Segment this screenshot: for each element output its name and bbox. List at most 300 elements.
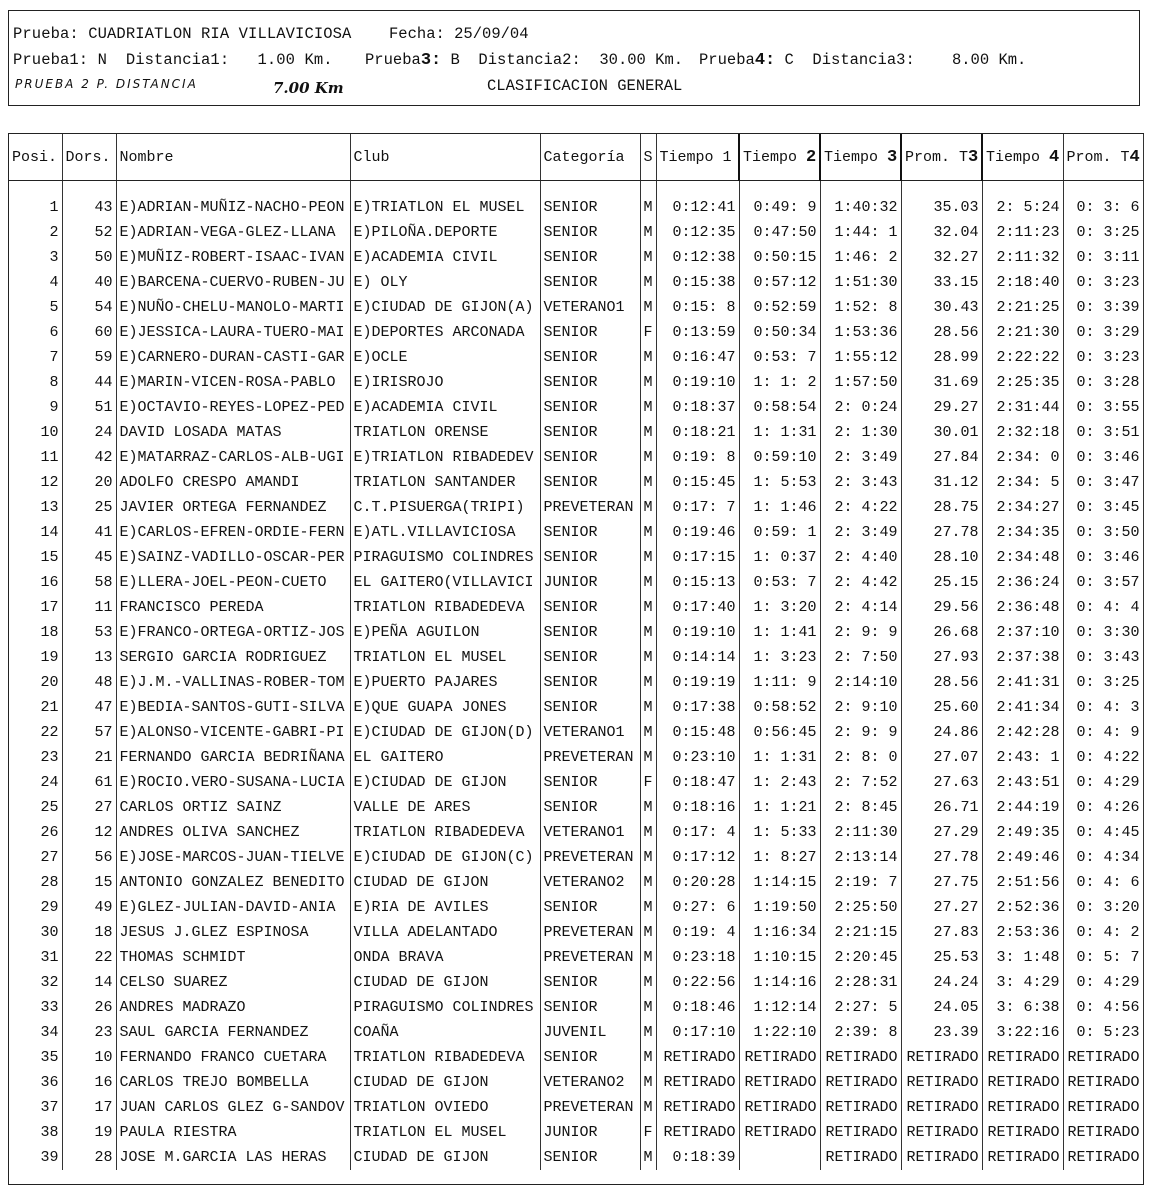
- cell-categoria: SENIOR: [540, 470, 640, 495]
- cell-tiempo-4: 2:49:35: [982, 820, 1063, 845]
- cell-posi: 6: [9, 320, 62, 345]
- cell-dors: 15: [62, 870, 116, 895]
- cell-categoria: PREVETERAN: [540, 845, 640, 870]
- cell-tiempo-3: RETIRADO: [820, 1070, 901, 1095]
- cell-sex: F: [640, 770, 656, 795]
- cell-sex: M: [640, 995, 656, 1020]
- cell-dors: 54: [62, 295, 116, 320]
- cell-posi: 8: [9, 370, 62, 395]
- cell-categoria: SENIOR: [540, 195, 640, 220]
- table-row: [9, 195, 1143, 220]
- cell-prom-t3: 25.15: [901, 570, 982, 595]
- cell-prom-t4: 0: 4:45: [1063, 820, 1143, 845]
- cell-tiempo-2: 1: 2:43: [739, 770, 820, 795]
- table-row: [9, 1070, 1143, 1095]
- cell-sex: M: [640, 970, 656, 995]
- cell-tiempo-3: 2: 0:24: [820, 395, 901, 420]
- race-date: Fecha: 25/09/04: [389, 25, 529, 43]
- col-header-dors: Dors.: [62, 134, 116, 181]
- cell-tiempo-1: 0:27: 6: [656, 895, 739, 920]
- table-row: [9, 620, 1143, 645]
- cell-dors: 51: [62, 395, 116, 420]
- cell-tiempo-3: 2: 4:42: [820, 570, 901, 595]
- table-row: [9, 1020, 1143, 1045]
- cell-sex: M: [640, 620, 656, 645]
- cell-tiempo-3: 2:14:10: [820, 670, 901, 695]
- spacer-cell: [640, 181, 656, 196]
- cell-posi: 3: [9, 245, 62, 270]
- cell-prom-t3: 27.75: [901, 870, 982, 895]
- spacer-cell: [540, 181, 640, 196]
- table-row: [9, 670, 1143, 695]
- cell-posi: 19: [9, 645, 62, 670]
- cell-tiempo-1: 0:15:38: [656, 270, 739, 295]
- cell-prom-t4: 0: 3:45: [1063, 495, 1143, 520]
- cell-club: E)QUE GUAPA JONES: [350, 695, 540, 720]
- cell-categoria: SENIOR: [540, 270, 640, 295]
- cell-club: CIUDAD DE GIJON: [350, 1145, 540, 1170]
- table-row: [9, 245, 1143, 270]
- cell-tiempo-4: 2:37:38: [982, 645, 1063, 670]
- cell-prom-t4: 0: 4:29: [1063, 770, 1143, 795]
- col-header-tiempo-4: Tiempo 4: [982, 134, 1063, 181]
- handwritten-note: PRUEBA 2 P. DISTANCIA: [15, 77, 198, 91]
- cell-tiempo-1: 0:17: 7: [656, 495, 739, 520]
- cell-nombre: DAVID LOSADA MATAS: [116, 420, 350, 445]
- cell-tiempo-2: 1: 0:37: [739, 545, 820, 570]
- cell-tiempo-2: 1:12:14: [739, 995, 820, 1020]
- cell-categoria: SENIOR: [540, 445, 640, 470]
- cell-prom-t4: 0: 3:43: [1063, 645, 1143, 670]
- cell-sex: M: [640, 870, 656, 895]
- cell-posi: 5: [9, 295, 62, 320]
- cell-prom-t3: 28.56: [901, 320, 982, 345]
- cell-prom-t3: 24.86: [901, 720, 982, 745]
- cell-categoria: SENIOR: [540, 1145, 640, 1170]
- cell-dors: 50: [62, 245, 116, 270]
- cell-dors: 16: [62, 1070, 116, 1095]
- cell-club: PIRAGUISMO COLINDRES: [350, 995, 540, 1020]
- cell-tiempo-1: 0:15: 8: [656, 295, 739, 320]
- cell-posi: 1: [9, 195, 62, 220]
- cell-categoria: JUVENIL: [540, 1020, 640, 1045]
- cell-tiempo-2: RETIRADO: [739, 1070, 820, 1095]
- cell-tiempo-2: 1: 1:46: [739, 495, 820, 520]
- cell-sex: M: [640, 520, 656, 545]
- cell-sex: M: [640, 1020, 656, 1045]
- cell-prom-t4: 0: 3:47: [1063, 470, 1143, 495]
- cell-prom-t4: 0: 3:11: [1063, 245, 1143, 270]
- cell-tiempo-4: RETIRADO: [982, 1045, 1063, 1070]
- cell-posi: 33: [9, 995, 62, 1020]
- cell-tiempo-1: 0:17:12: [656, 845, 739, 870]
- cell-tiempo-3: 2:20:45: [820, 945, 901, 970]
- cell-categoria: PREVETERAN: [540, 495, 640, 520]
- cell-sex: M: [640, 445, 656, 470]
- cell-dors: 14: [62, 970, 116, 995]
- cell-tiempo-1: 0:13:59: [656, 320, 739, 345]
- table-row: [9, 1145, 1143, 1170]
- cell-prom-t3: RETIRADO: [901, 1070, 982, 1095]
- spacer-cell: [1063, 181, 1143, 196]
- cell-categoria: SENIOR: [540, 895, 640, 920]
- spacer-cell: [820, 181, 901, 196]
- cell-categoria: PREVETERAN: [540, 1095, 640, 1120]
- cell-tiempo-1: 0:12:38: [656, 245, 739, 270]
- cell-tiempo-3: 2: 4:40: [820, 545, 901, 570]
- cell-nombre: SAUL GARCIA FERNANDEZ: [116, 1020, 350, 1045]
- col-header-prom-t4: Prom. T4: [1063, 134, 1143, 181]
- cell-categoria: SENIOR: [540, 620, 640, 645]
- cell-nombre: JAVIER ORTEGA FERNANDEZ: [116, 495, 350, 520]
- cell-tiempo-3: 2:11:30: [820, 820, 901, 845]
- cell-tiempo-1: RETIRADO: [656, 1045, 739, 1070]
- cell-sex: M: [640, 245, 656, 270]
- cell-club: EL GAITERO(VILLAVICI: [350, 570, 540, 595]
- table-row: [9, 920, 1143, 945]
- cell-dors: 28: [62, 1145, 116, 1170]
- table-row: [9, 895, 1143, 920]
- cell-dors: 17: [62, 1095, 116, 1120]
- cell-posi: 13: [9, 495, 62, 520]
- cell-sex: M: [640, 845, 656, 870]
- cell-prom-t3: 24.05: [901, 995, 982, 1020]
- cell-categoria: SENIOR: [540, 245, 640, 270]
- cell-tiempo-3: 2: 3:43: [820, 470, 901, 495]
- cell-tiempo-3: 2:21:15: [820, 920, 901, 945]
- handwritten-stage-number: 4:: [754, 51, 776, 70]
- cell-posi: 34: [9, 1020, 62, 1045]
- cell-categoria: PREVETERAN: [540, 945, 640, 970]
- cell-tiempo-4: 2:41:34: [982, 695, 1063, 720]
- cell-tiempo-4: 2:42:28: [982, 720, 1063, 745]
- cell-prom-t3: 23.39: [901, 1020, 982, 1045]
- cell-nombre: E)MATARRAZ-CARLOS-ALB-UGI: [116, 445, 350, 470]
- cell-prom-t3: 32.04: [901, 220, 982, 245]
- cell-tiempo-3: 2: 9: 9: [820, 720, 901, 745]
- cell-categoria: SENIOR: [540, 345, 640, 370]
- cell-prom-t4: 0: 3:20: [1063, 895, 1143, 920]
- cell-posi: 23: [9, 745, 62, 770]
- cell-tiempo-1: 0:19: 8: [656, 445, 739, 470]
- cell-prom-t3: 26.68: [901, 620, 982, 645]
- cell-nombre: SERGIO GARCIA RODRIGUEZ: [116, 645, 350, 670]
- cell-tiempo-3: 2: 8: 0: [820, 745, 901, 770]
- cell-prom-t3: 33.15: [901, 270, 982, 295]
- cell-prom-t4: RETIRADO: [1063, 1095, 1143, 1120]
- cell-tiempo-3: 2: 9:10: [820, 695, 901, 720]
- cell-tiempo-1: 0:19:19: [656, 670, 739, 695]
- table-row: [9, 320, 1143, 345]
- cell-sex: M: [640, 1045, 656, 1070]
- cell-sex: M: [640, 195, 656, 220]
- cell-tiempo-3: 1:51:30: [820, 270, 901, 295]
- cell-club: TRIATLON RIBADEDEVA: [350, 595, 540, 620]
- cell-prom-t4: 0: 3:29: [1063, 320, 1143, 345]
- cell-posi: 24: [9, 770, 62, 795]
- cell-tiempo-4: 2:41:31: [982, 670, 1063, 695]
- cell-tiempo-3: 2: 3:49: [820, 520, 901, 545]
- cell-prom-t4: 0: 3:46: [1063, 545, 1143, 570]
- cell-tiempo-1: 0:18:21: [656, 420, 739, 445]
- cell-dors: 56: [62, 845, 116, 870]
- cell-nombre: E)BARCENA-CUERVO-RUBEN-JU: [116, 270, 350, 295]
- cell-club: E)CIUDAD DE GIJON(C): [350, 845, 540, 870]
- cell-prom-t3: 25.53: [901, 945, 982, 970]
- cell-tiempo-4: 2:21:25: [982, 295, 1063, 320]
- cell-tiempo-4: 2:34:27: [982, 495, 1063, 520]
- cell-club: E)DEPORTES ARCONADA: [350, 320, 540, 345]
- cell-nombre: ANDRES OLIVA SANCHEZ: [116, 820, 350, 845]
- cell-posi: 35: [9, 1045, 62, 1070]
- cell-tiempo-4: 2:34:48: [982, 545, 1063, 570]
- cell-posi: 31: [9, 945, 62, 970]
- cell-tiempo-3: 1:53:36: [820, 320, 901, 345]
- cell-nombre: E)SAINZ-VADILLO-OSCAR-PER: [116, 545, 350, 570]
- table-row: [9, 795, 1143, 820]
- cell-tiempo-3: 2: 4:14: [820, 595, 901, 620]
- cell-nombre: E)GLEZ-JULIAN-DAVID-ANIA: [116, 895, 350, 920]
- cell-tiempo-3: 2: 7:50: [820, 645, 901, 670]
- cell-dors: 21: [62, 745, 116, 770]
- table-row: [9, 645, 1143, 670]
- cell-tiempo-2: 1:11: 9: [739, 670, 820, 695]
- cell-categoria: SENIOR: [540, 695, 640, 720]
- cell-sex: M: [640, 920, 656, 945]
- cell-tiempo-1: 0:19: 4: [656, 920, 739, 945]
- table-row: [9, 695, 1143, 720]
- cell-dors: 52: [62, 220, 116, 245]
- cell-tiempo-2: 0:50:15: [739, 245, 820, 270]
- cell-tiempo-4: 2:11:23: [982, 220, 1063, 245]
- cell-prom-t4: 0: 3:57: [1063, 570, 1143, 595]
- cell-tiempo-4: 2: 5:24: [982, 195, 1063, 220]
- cell-tiempo-4: 3: 4:29: [982, 970, 1063, 995]
- cell-nombre: E)BEDIA-SANTOS-GUTI-SILVA: [116, 695, 350, 720]
- cell-categoria: SENIOR: [540, 520, 640, 545]
- cell-sex: M: [640, 295, 656, 320]
- cell-prom-t3: 32.27: [901, 245, 982, 270]
- cell-nombre: E)CARLOS-EFREN-ORDIE-FERN: [116, 520, 350, 545]
- cell-prom-t4: 0: 4: 3: [1063, 695, 1143, 720]
- cell-tiempo-3: 2: 7:52: [820, 770, 901, 795]
- cell-nombre: FERNANDO FRANCO CUETARA: [116, 1045, 350, 1070]
- cell-club: E)OCLE: [350, 345, 540, 370]
- cell-prom-t3: 28.10: [901, 545, 982, 570]
- cell-tiempo-4: 3: 1:48: [982, 945, 1063, 970]
- cell-club: TRIATLON SANTANDER: [350, 470, 540, 495]
- cell-tiempo-3: 2:39: 8: [820, 1020, 901, 1045]
- cell-tiempo-1: 0:20:28: [656, 870, 739, 895]
- cell-sex: F: [640, 320, 656, 345]
- cell-prom-t4: 0: 4: 9: [1063, 720, 1143, 745]
- cell-tiempo-2: 1: 5:53: [739, 470, 820, 495]
- cell-sex: M: [640, 645, 656, 670]
- cell-prom-t3: 27.63: [901, 770, 982, 795]
- cell-dors: 13: [62, 645, 116, 670]
- cell-prom-t3: 31.12: [901, 470, 982, 495]
- cell-club: E)PEÑA AGUILON: [350, 620, 540, 645]
- cell-tiempo-1: 0:15:45: [656, 470, 739, 495]
- cell-posi: 26: [9, 820, 62, 845]
- cell-categoria: SENIOR: [540, 995, 640, 1020]
- cell-sex: M: [640, 795, 656, 820]
- table-row: [9, 1095, 1143, 1120]
- cell-tiempo-3: 2: 3:49: [820, 445, 901, 470]
- col-header-posi: Posi.: [9, 134, 62, 181]
- cell-tiempo-4: 2:36:24: [982, 570, 1063, 595]
- cell-tiempo-1: RETIRADO: [656, 1095, 739, 1120]
- cell-sex: M: [640, 370, 656, 395]
- cell-sex: M: [640, 545, 656, 570]
- table-header-row: [9, 134, 1143, 181]
- cell-nombre: E)OCTAVIO-REYES-LOPEZ-PED: [116, 395, 350, 420]
- cell-prom-t3: 27.27: [901, 895, 982, 920]
- cell-dors: 11: [62, 595, 116, 620]
- spacer-cell: [739, 181, 820, 196]
- cell-tiempo-4: 2:51:56: [982, 870, 1063, 895]
- cell-prom-t4: 0: 3:28: [1063, 370, 1143, 395]
- col-header-prom-t3: Prom. T3: [901, 134, 982, 181]
- cell-nombre: E)JOSE-MARCOS-JUAN-TIELVE: [116, 845, 350, 870]
- cell-tiempo-2: RETIRADO: [739, 1045, 820, 1070]
- cell-prom-t4: 0: 5: 7: [1063, 945, 1143, 970]
- table-row: [9, 770, 1143, 795]
- cell-nombre: E)ADRIAN-VEGA-GLEZ-LLANA: [116, 220, 350, 245]
- cell-tiempo-1: 0:15:48: [656, 720, 739, 745]
- cell-prom-t3: 31.69: [901, 370, 982, 395]
- cell-sex: M: [640, 470, 656, 495]
- cell-tiempo-1: 0:17:15: [656, 545, 739, 570]
- cell-club: TRIATLON OVIEDO: [350, 1095, 540, 1120]
- cell-dors: 48: [62, 670, 116, 695]
- cell-dors: 57: [62, 720, 116, 745]
- cell-prom-t3: 28.99: [901, 345, 982, 370]
- cell-nombre: E)NUÑO-CHELU-MANOLO-MARTI: [116, 295, 350, 320]
- spacer-cell: [9, 181, 62, 196]
- cell-prom-t3: 27.29: [901, 820, 982, 845]
- cell-categoria: SENIOR: [540, 320, 640, 345]
- cell-categoria: SENIOR: [540, 770, 640, 795]
- handwritten-distance: 7.00 Km: [273, 79, 344, 97]
- cell-tiempo-4: RETIRADO: [982, 1145, 1063, 1170]
- cell-categoria: SENIOR: [540, 970, 640, 995]
- spacer-cell: [901, 181, 982, 196]
- cell-dors: 24: [62, 420, 116, 445]
- cell-tiempo-1: 0:18:39: [656, 1145, 739, 1170]
- cell-club: E)RIA DE AVILES: [350, 895, 540, 920]
- cell-club: PIRAGUISMO COLINDRES: [350, 545, 540, 570]
- cell-tiempo-2: 0:52:59: [739, 295, 820, 320]
- cell-tiempo-3: 1:52: 8: [820, 295, 901, 320]
- cell-tiempo-4: 2:22:22: [982, 345, 1063, 370]
- cell-categoria: VETERANO2: [540, 1070, 640, 1095]
- cell-posi: 12: [9, 470, 62, 495]
- cell-sex: M: [640, 345, 656, 370]
- cell-club: COAÑA: [350, 1020, 540, 1045]
- cell-tiempo-1: 0:22:56: [656, 970, 739, 995]
- cell-club: TRIATLON RIBADEDEVA: [350, 1045, 540, 1070]
- cell-tiempo-1: 0:23:18: [656, 945, 739, 970]
- table-row: [9, 595, 1143, 620]
- cell-prom-t4: 0: 4: 2: [1063, 920, 1143, 945]
- cell-dors: 45: [62, 545, 116, 570]
- cell-tiempo-2: 0:47:50: [739, 220, 820, 245]
- cell-tiempo-2: 1: 3:20: [739, 595, 820, 620]
- cell-posi: 21: [9, 695, 62, 720]
- cell-tiempo-4: 2:11:32: [982, 245, 1063, 270]
- cell-club: E)TRIATLON RIBADEDEV: [350, 445, 540, 470]
- cell-dors: 58: [62, 570, 116, 595]
- table-row: [9, 870, 1143, 895]
- spacer-cell: [982, 181, 1063, 196]
- cell-posi: 17: [9, 595, 62, 620]
- cell-prom-t4: RETIRADO: [1063, 1120, 1143, 1145]
- spacer-cell: [350, 181, 540, 196]
- cell-prom-t3: 24.24: [901, 970, 982, 995]
- cell-tiempo-4: RETIRADO: [982, 1070, 1063, 1095]
- cell-tiempo-2: 1:10:15: [739, 945, 820, 970]
- cell-club: E)ACADEMIA CIVIL: [350, 245, 540, 270]
- cell-nombre: E)CARNERO-DURAN-CASTI-GAR: [116, 345, 350, 370]
- cell-prom-t4: 0: 3:30: [1063, 620, 1143, 645]
- cell-tiempo-3: 1:46: 2: [820, 245, 901, 270]
- col-header-club: Club: [350, 134, 540, 181]
- cell-dors: 53: [62, 620, 116, 645]
- cell-tiempo-1: 0:19:10: [656, 620, 739, 645]
- cell-prom-t4: 0: 3:25: [1063, 220, 1143, 245]
- cell-tiempo-2: 0:56:45: [739, 720, 820, 745]
- cell-sex: M: [640, 395, 656, 420]
- cell-tiempo-4: 2:34: 5: [982, 470, 1063, 495]
- table-row: [9, 970, 1143, 995]
- cell-prom-t3: RETIRADO: [901, 1095, 982, 1120]
- cell-sex: M: [640, 270, 656, 295]
- cell-club: TRIATLON RIBADEDEVA: [350, 820, 540, 845]
- cell-club: E)PILOÑA.DEPORTE: [350, 220, 540, 245]
- cell-dors: 44: [62, 370, 116, 395]
- cell-dors: 41: [62, 520, 116, 545]
- cell-posi: 28: [9, 870, 62, 895]
- cell-sex: M: [640, 1145, 656, 1170]
- cell-posi: 29: [9, 895, 62, 920]
- cell-club: E)PUERTO PAJARES: [350, 670, 540, 695]
- cell-prom-t3: 27.78: [901, 845, 982, 870]
- cell-tiempo-2: RETIRADO: [739, 1095, 820, 1120]
- race-name: Prueba: CUADRIATLON RIA VILLAVICIOSA: [13, 25, 352, 43]
- cell-tiempo-4: 2:52:36: [982, 895, 1063, 920]
- col-header-nombre: Nombre: [116, 134, 350, 181]
- cell-tiempo-3: 2:28:31: [820, 970, 901, 995]
- cell-club: CIUDAD DE GIJON: [350, 970, 540, 995]
- cell-categoria: SENIOR: [540, 395, 640, 420]
- cell-nombre: E)ALONSO-VICENTE-GABRI-PI: [116, 720, 350, 745]
- cell-club: E)CIUDAD DE GIJON: [350, 770, 540, 795]
- cell-tiempo-1: 0:23:10: [656, 745, 739, 770]
- cell-prom-t3: 27.93: [901, 645, 982, 670]
- cell-categoria: SENIOR: [540, 370, 640, 395]
- cell-tiempo-2: 0:50:34: [739, 320, 820, 345]
- cell-nombre: CARLOS ORTIZ SAINZ: [116, 795, 350, 820]
- cell-tiempo-1: 0:17:10: [656, 1020, 739, 1045]
- cell-tiempo-1: 0:19:10: [656, 370, 739, 395]
- cell-posi: 22: [9, 720, 62, 745]
- cell-categoria: PREVETERAN: [540, 745, 640, 770]
- header-box: [8, 10, 1140, 106]
- cell-posi: 18: [9, 620, 62, 645]
- cell-nombre: E)J.M.-VALLINAS-ROBER-TOM: [116, 670, 350, 695]
- cell-posi: 39: [9, 1145, 62, 1170]
